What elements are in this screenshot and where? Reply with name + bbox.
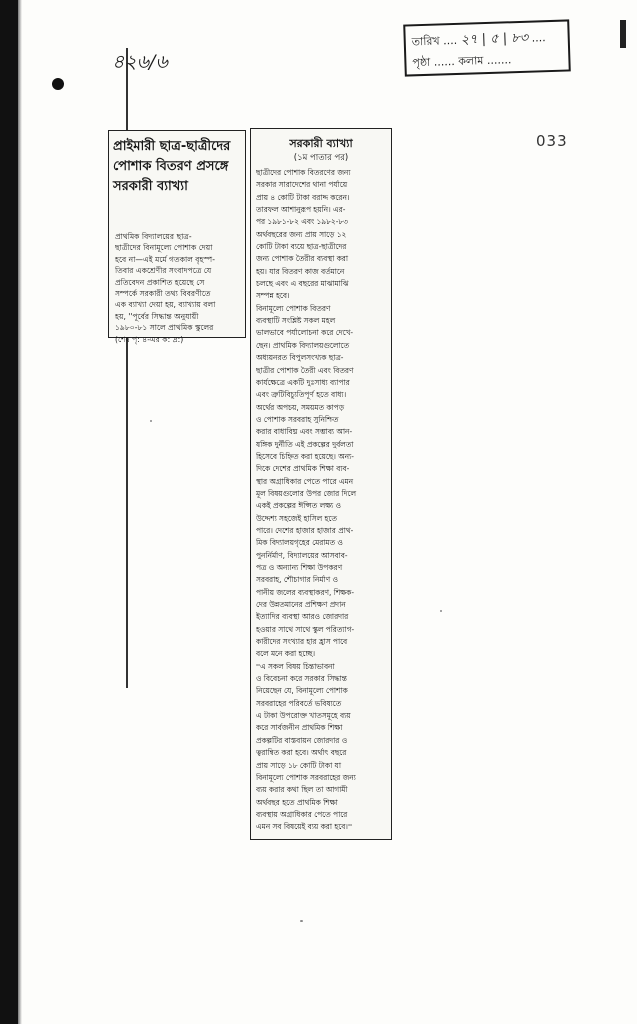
text-line: চলছে এবং এ বছরের মাঝামাঝি xyxy=(256,279,349,289)
continuation-body xyxy=(256,167,388,834)
text-line: বিনামূল্যে পোশাক সরবরাহের জন্য xyxy=(256,772,356,782)
text-line: এবং ত্রুটিবিচ্যুতিপূর্ণ হতে বাধ্য। xyxy=(256,390,347,400)
text-line: ছাত্রীদের বিনামূল্যে পোশাক দেয়া xyxy=(115,243,213,253)
text-line: এমন সব বিষয়েই ব্যয় করা হবে।'' xyxy=(256,822,353,832)
text-line: পত্র ও অন্যান্য শিক্ষা উপকরণ xyxy=(256,563,343,572)
page-reference-number: 033 xyxy=(536,132,568,150)
text-line: ইত্যাদির ব্যবস্থা আরও জোরদার xyxy=(256,612,349,622)
news-clipping-continuation xyxy=(250,128,392,840)
text-line: পানীয় জলের ব্যবস্থাকরণ, শিক্ষক- xyxy=(256,587,355,597)
text-line: এক ব্যাখ্যা দেয়া হয়, ব্যাখ্যায় বলা xyxy=(115,300,216,310)
stamp-date-row: তারিখ .... ২৭ | ৫ | ৮৩ .... xyxy=(411,30,546,49)
scan-speck xyxy=(150,420,152,422)
stamp-date-label: তারিখ xyxy=(411,34,440,49)
text-line: সরকার সারাদেশের থানা পর্যায়ে xyxy=(256,180,348,190)
text-line: তিবার একশ্রেণীর সংবাদপত্রে যে xyxy=(115,266,212,276)
text-line: অর্থের অপচয়, সময়মত কাপড় xyxy=(256,402,344,412)
scan-speck xyxy=(300,920,303,922)
text-line: হবে না—এই মর্মে গতকাল বৃহস্প- xyxy=(115,254,215,264)
text-line: নিয়েছেন যে, বিনামূল্যে পোশাক xyxy=(256,686,348,696)
text-line: ত্বরান্বিত করা হবে। অর্থাৎ বছরে xyxy=(256,748,347,758)
text-line: প্রায় সাড়ে ১৮ কোটি টাকা যা xyxy=(256,760,341,770)
text-line: হয়, ''পূর্বের সিদ্ধান্ত অনুযায়ী xyxy=(115,311,199,321)
text-line: কারীদের সংখ্যার হার হ্রাস পাবে xyxy=(256,637,348,647)
text-line: করে সার্বজনীন প্রাথমিক শিক্ষা xyxy=(256,723,343,733)
text-line: উদ্দেশ্য সহজেই হাসিল হতে xyxy=(256,513,337,523)
text-line: ও পোশাক সরবরাহ সুনিশ্চিত xyxy=(256,414,339,424)
scan-edge-shadow xyxy=(18,0,22,1024)
handwritten-file-number: ৪২৬/৬ xyxy=(112,51,168,73)
text-line: কার্যক্ষেত্রে একটি দুঃসাধ্য ব্যাপার xyxy=(256,377,350,387)
text-line: সম্পর্কে সরকারী তথ্য বিবরণীতে xyxy=(115,289,211,299)
text-line: সরবরাহ, শৌচাগার নির্মাণ ও xyxy=(256,575,338,585)
text-line: স্থার অগ্রাধিকার পেতে পারে এমন xyxy=(256,476,354,486)
text-line: ও বিবেচনা করে সরকার সিদ্ধান্ত xyxy=(256,674,347,684)
text-line: প্রায় ৪ কোটি টাকা বরাদ্দ করেন। xyxy=(256,192,350,202)
corner-ink-mark xyxy=(620,20,626,48)
scan-edge-strip xyxy=(0,0,18,1024)
text-line: সম্পন্ন হবে। xyxy=(256,291,290,301)
text-line: একই প্রকল্পের ঈপ্সিত লক্ষ্য ও xyxy=(256,501,341,511)
text-line: জন্য পোশাক তৈরীর ব্যবস্থা করা xyxy=(256,254,348,264)
stamp-page-label: পৃষ্ঠা xyxy=(412,55,431,70)
text-line: ১৯৮০-৮১ সালে প্রাথমিক স্কুলের xyxy=(115,323,214,333)
stamp-date-value: ২৭ | ৫ | ৮৩ xyxy=(460,30,529,48)
text-line: তারফল আশানুরূপ হয়নি। এর- xyxy=(256,205,346,215)
text-line: এ টাকা উপরোক্ত খাতসমূহে ব্যয় xyxy=(256,711,351,721)
text-line: অর্থবছর হতে প্রাথমিক শিক্ষা xyxy=(256,797,338,807)
text-line: ভালভাবে পর্যালোচনা করে দেখে- xyxy=(256,328,354,338)
text-line: হিসেবে চিহ্নিত করা হয়েছে। অন্য- xyxy=(256,451,354,461)
stamp-page-row: পৃষ্ঠা ...... কলাম ....... xyxy=(412,53,512,70)
text-line: পুনর্নির্মাণ, বিদ্যালয়ের আসবাব- xyxy=(256,550,348,560)
headline-line: সরকারী ব্যাখ্যা xyxy=(113,179,188,194)
continuation-note: (শেষ পৃ: ৪-এর ক: দ্র:) xyxy=(115,334,184,344)
text-line: কোটি টাকা ব্যয়ে ছাত্র-ছাত্রীদের xyxy=(256,242,347,252)
text-line: সরবরাহের পরিবর্তে ভবিষ্যতে xyxy=(256,698,342,708)
continuation-title: সরকারী ব্যাখ্যা xyxy=(289,137,353,150)
text-line: মূল বিষয়গুলোর উপর জোর দিলে xyxy=(256,488,357,498)
text-line: হয়। যার বিতরণ কাজ বর্তমানে xyxy=(256,266,345,276)
text-line: অধ্যয়নরত বিপুলসংখ্যক ছাত্র- xyxy=(256,353,344,363)
text-line: ছাত্রীর পোশাক তৈরী এবং বিতরণ xyxy=(256,365,354,375)
text-line: দের উন্নতমানের প্রশিক্ষণ প্রদান xyxy=(256,600,346,610)
headline-line: পোশাক বিতরণ প্রসঙ্গে xyxy=(113,159,229,174)
text-line: ব্যবস্থাটি সংশ্লিষ্ট সকল মহল xyxy=(256,316,336,326)
text-line: মিক বিদ্যালয়গৃহের মেরামত ও xyxy=(256,538,343,548)
headline-line: প্রাইমারী ছাত্র-ছাত্রীদের xyxy=(113,139,231,154)
text-line: বলে মনে করা হচ্ছে। xyxy=(256,649,315,659)
text-line: প্রতিবেদন প্রকাশিত হয়েছে সে xyxy=(115,277,205,287)
stamp-column-label: কলাম xyxy=(458,54,484,68)
text-line: ছেন। প্রাথমিক বিদ্যালয়গুলোতে xyxy=(256,340,350,350)
binder-hole-mark xyxy=(52,78,64,90)
text-line: করার বাধাবিঘ্ন এবং সম্ভাব্য আন- xyxy=(256,427,353,437)
text-line: প্রকল্পটির বাস্তবায়ন জোরদার ও xyxy=(256,735,348,745)
clipping-headline xyxy=(113,137,241,197)
scan-speck xyxy=(440,610,442,612)
text-line: অর্থবছরের জন্য প্রায় সাড়ে ১২ xyxy=(256,229,347,239)
text-line: ব্যয় করার কথা ছিল তা আগামী xyxy=(256,785,348,795)
text-line: পর ১৯৮১-৮২ এবং ১৯৮২-৮৩ xyxy=(256,217,348,227)
date-stamp xyxy=(403,19,571,76)
text-line: ব্যবস্থায় অগ্রাধিকার পেতে পারে xyxy=(256,809,348,819)
text-line: ছাত্রীদের পোশাক বিতরণের জন্য xyxy=(256,168,351,177)
news-clipping-headline xyxy=(108,130,246,344)
continuation-subtitle: (১ম পাতার পর) xyxy=(293,153,349,163)
text-line: ষঙ্গিক দুর্নীতি এই প্রকল্পের দুর্বলতা xyxy=(256,439,354,449)
text-line: প্রাথমিক বিদ্যালয়ের ছাত্র- xyxy=(115,232,192,241)
text-line: দিকে দেশের প্রাথমিক শিক্ষা ব্যব- xyxy=(256,464,350,474)
text-line: পারে। দেশের হাজার হাজার প্রাথ- xyxy=(256,525,354,535)
text-line: ''এ সকল বিষয় চিন্তাভাবনা xyxy=(256,661,335,671)
clipping-body xyxy=(115,231,241,345)
text-line: হওয়ার সাথে সাথে স্কুল পরিত্যাগ- xyxy=(256,624,355,634)
text-line: বিনামূল্যে পোশাক বিতরণ xyxy=(256,303,331,313)
